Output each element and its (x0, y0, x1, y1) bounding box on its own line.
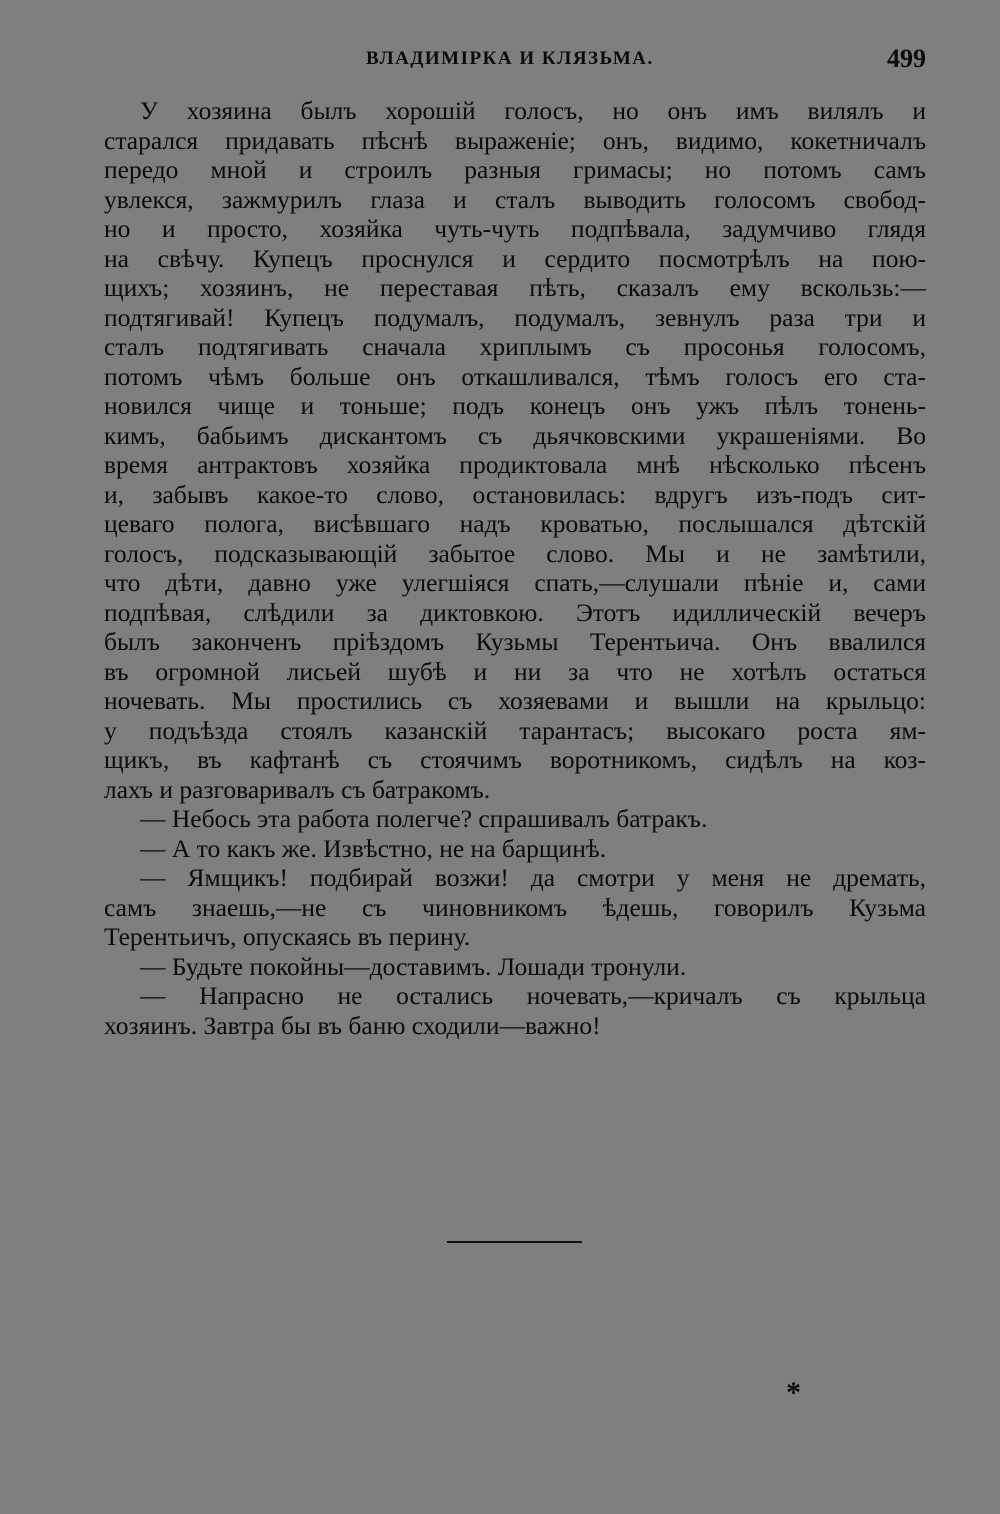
text-line: Терентьичъ, опускаясь въ перину. (104, 922, 471, 951)
text-line: былъ законченъ пріѣздомъ Кузьмы Терентьича. Онъ ввалился (104, 627, 926, 656)
text-line: У хозяина былъ хорошій голосъ, но онъ имъ вилялъ и (140, 96, 926, 125)
text-line: увлекся, зажмурилъ глаза и сталъ выводить голосомъ свобод- (104, 184, 926, 214)
section-divider (447, 1241, 582, 1243)
text-line: время антрактовъ хозяйка продиктовала мнѣ нѣсколько пѣсенъ (104, 450, 926, 479)
text-line: но и просто, хозяйка чуть-чуть подпѣвала, задумчиво глядя (104, 214, 926, 243)
text-line: въ огромной лисьей шубѣ и ни за что не хотѣлъ остаться (104, 656, 926, 686)
dialogue-line: — Будьте покойны—доставимъ. Лошади тронули. (140, 951, 687, 981)
footnote-asterisk: * (786, 1376, 801, 1409)
running-head (0, 44, 1000, 76)
text-line: щикъ, въ кафтанѣ съ стоячимъ воротникомъ, сидѣлъ на коз- (104, 745, 926, 774)
text-line: у подъѣзда стоялъ казанскій тарантасъ; высокаго роста ям- (104, 715, 926, 745)
text-line: кимъ, бабьимъ дискантомъ съ дьячковскими украшеніями. Во (104, 420, 926, 450)
dialogue-line: — Напрасно не остались ночевать,—кричалъ съ крыльца (140, 981, 926, 1010)
text-line: и, забывъ какое-то слово, остановилась: вдругъ изъ-подъ сит- (104, 479, 926, 509)
dialogue-line: — Небось эта работа полегче? спрашивалъ батракъ. (140, 804, 708, 833)
text-line: на свѣчу. Купецъ проснулся и сердито посмотрѣлъ на пою- (104, 243, 926, 273)
body-text (104, 96, 926, 1040)
dialogue-line: — А то какъ же. Извѣстно, не на барщинѣ. (140, 833, 607, 863)
text-line: самъ знаешь,—не съ чиновникомъ ѣдешь, говорилъ Кузьма (104, 892, 926, 922)
page-number: 499 (887, 44, 926, 73)
text-line: щихъ; хозяинъ, не переставая пѣть, сказалъ ему вскользь:— (104, 273, 926, 302)
text-line: ночевать. Мы простились съ хозяевами и вышли на крыльцо: (104, 686, 926, 715)
text-line: старался придавать пѣснѣ выраженіе; онъ, видимо, кокетничалъ (104, 125, 926, 155)
text-line: сталъ подтягивать сначала хриплымъ съ просонья голосомъ, (104, 332, 926, 361)
text-line: потомъ чѣмъ больше онъ откашливался, тѣмъ голосъ его ста- (104, 361, 926, 391)
running-title: ВЛАДИМІРКА И КЛЯЗЬМА. (366, 48, 654, 69)
text-line: подтягивай! Купецъ подумалъ, подумалъ, зевнулъ раза три и (104, 302, 926, 332)
text-line: подпѣвая, слѣдили за диктовкою. Этотъ идиллическій вечеръ (104, 597, 926, 627)
text-line: лахъ и разговаривалъ съ батракомъ. (104, 774, 491, 804)
text-line: голосъ, подсказывающій забытое слово. Мы и не замѣтили, (104, 538, 926, 568)
text-line: цеваго полога, висѣвшаго надъ кроватью, послышался дѣтскій (104, 509, 926, 538)
dialogue-line: — Ямщикъ! подбирай возжи! да смотри у меня не дремать, (140, 863, 926, 892)
text-line: хозяинъ. Завтра бы въ баню сходили—важно! (104, 1010, 601, 1040)
text-line: что дѣти, давно уже улегшіяся спать,—слушали пѣніе и, сами (104, 568, 926, 597)
text-line: передо мной и строилъ разныя гримасы; но потомъ самъ (104, 155, 926, 184)
text-line: новился чище и тоньше; подъ конецъ онъ ужъ пѣлъ тонень- (104, 391, 926, 420)
